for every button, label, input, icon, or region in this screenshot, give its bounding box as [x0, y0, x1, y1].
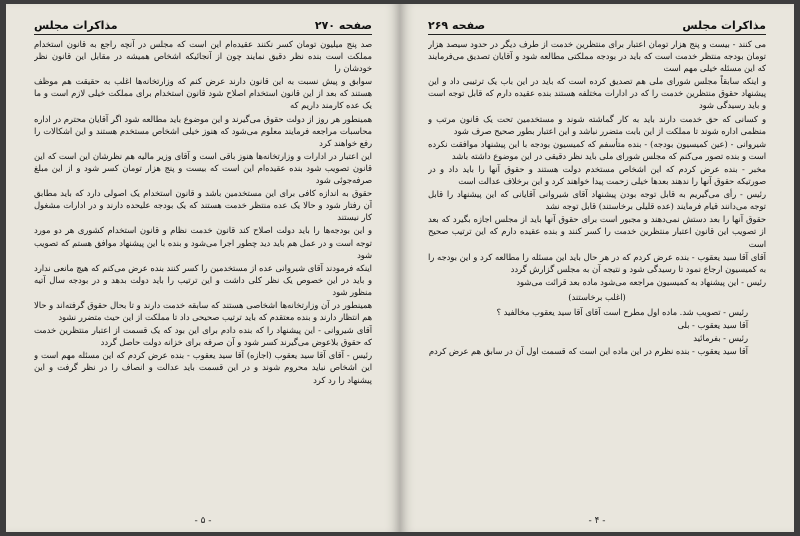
right-paragraph: شیروانی - (عین کمیسیون بودجه) - بنده متأسفم که کمیسیون بودجه با این پیشنهاد موافقت نکرده است و بنده تصور می‌کنم که مجلس شورای ملی باید نظر دقیقی در این موضوع داشته باشد	[428, 138, 766, 161]
left-paragraph: همینطور هر روز از دولت حقوق می‌گیرند و این موضوع باید مطالعه شود اگر آقایان محترم در اداره محاسبات مراجعه فرمایند معلوم می‌شود که هنوز خیلی اشخاص مستخدم هستند و این اشکالات را رفع خواهند کرد	[34, 113, 372, 148]
right-paragraph: حقوق آنها را بعد دستش نمی‌دهند و مجبور است برای حقوق آنها باید از مجلس اجازه بگیرد که بعد از تصویب این قانون اعتبار منتظرین خدمت را کسر کنند و بنده عقیده دارم که این ترتیب صحیح است	[428, 214, 766, 249]
left-paragraph: اینکه فرمودند آقای شیروانی عده از مستخدمین را کسر کنند بنده عرض می‌کنم که هیچ مانعی ندارد و باید در این خصوص یک نظر کلی داشت و این ترتیب را باید دولت بدهد و در بودجه سال آتیه منظور شود	[34, 262, 372, 297]
book-spread	[6, 4, 794, 532]
speaker-line: آقا سید یعقوب - بلی	[677, 320, 748, 331]
left-page-header	[34, 14, 372, 35]
right-paragraph: رئیس - رأی می‌گیریم به قابل توجه بودن پیشنهاد آقای شیروانی آقایانی که این پیشنهاد را قابل توجه می‌دانند قیام فرمایند (عده قلیلی برخاستند) قابل توجه نشد	[428, 189, 766, 212]
left-folio: - ۵ -	[194, 516, 212, 526]
left-paragraph: و این بودجه‌ها را باید دولت اصلاح کند قانون خدمت نظام و قانون استخدام کشوری هر دو مورد توجه است و در عمل هم باید دید چطور اجرا می‌شود و بنده با این پیشنهاد موافق هستم که تصویب شود	[34, 225, 372, 260]
left-paragraph: آقای شیروانی - این پیشنهاد را که بنده دادم برای این بود که یک قسمت از اعتبار منتظرین خدمت که حقوق بلاعوض می‌گیرند کسر شود و آن صرفه برای خزانه دولت حاصل گردد	[34, 325, 372, 348]
left-page	[6, 4, 400, 532]
speaker-line: رئیس - بفرمائید	[693, 333, 748, 344]
right-paragraph: و اینکه سابقاً مجلس شورای ملی هم تصدیق کرده است که باید در این باب یک ترتیبی داد و این پیشنهاد حقوق منتظرین خدمت را که در ادارات مختلفه هستند بنده عقیده دارم که قابل توجه است و باید رسیدگی شود	[428, 76, 766, 111]
left-paragraph: همینطور در آن وزارتخانه‌ها اشخاصی هستند که سابقه خدمت دارند و تا بحال حقوق گرفته‌اند و حالا هم انتظار دارند و بنده معتقدم که باید ترتیب صحیحی داد تا مملکت از این حیث متضرر نشود	[34, 299, 372, 323]
left-paragraph: صد پنج میلیون تومان کسر نکنند عقیده‌ام این است که مجلس در آنچه راجع به قانون استخدام مملکت است بنده نظر دقیق نمایند چون از آنجائیکه اشخاص همیشه در مقابل این قانون نظر خودشان را	[34, 39, 372, 74]
left-paragraph: حقوق به اندازه کافی برای این مستخدمین باشد و قانون استخدام یک اصولی دارد که باید مطابق آن رفتار شود و حالا یک عده منتظر خدمت هستند که یک بودجه علیحده دارند و در ادارات مشغول کار نیستند	[34, 188, 372, 223]
right-paragraph: آقای آقا سید یعقوب - بنده عرض کردم که در هر حال باید این مسئله را مطالعه کرد و این بودجه را به کمیسیون ارجاع نمود تا رسیدگی شود و نتیجه آن به مجلس گزارش گردد	[428, 251, 766, 274]
speaker-line: آقا سید یعقوب - بنده نظرم در این ماده این است که قسمت اول آن در سابق هم عرض کردم	[428, 346, 748, 357]
right-page-number: صفحه ۲۶۹	[428, 19, 486, 32]
right-folio: - ۴ -	[588, 516, 606, 526]
right-page-body	[428, 38, 766, 512]
left-page-number: صفحه ۲۷۰	[314, 19, 372, 32]
right-running-title: مذاکرات مجلس	[682, 19, 766, 32]
right-paragraph: و کسانی که حق خدمت دارند باید به کار گماشته شوند و مستخدمین تحت یک قانون مرتب و منظمی اداره شوند تا مملکت از این بابت متضرر نباشد و این اعتبار بطور صحیح صرف شود	[428, 113, 766, 136]
stage-direction: (اغلب برخاستند)	[568, 291, 626, 302]
right-page	[400, 4, 794, 532]
right-page-header	[428, 14, 766, 35]
left-page-body	[34, 38, 372, 512]
right-paragraph: مخبر - بنده عرض کردم که این اشخاص مستخدم دولت هستند و حقوق آنها را باید داد و در صورتیکه حقوق آنها را ندهند بعدها خیلی زحمت پیدا خواهند کرد و این برخلاف عدالت است	[428, 163, 766, 187]
left-paragraph: سوابق و پیش نسبت به این قانون دارند عرض کنم که وزارتخانه‌ها اغلب به حقیقت هم موظف هستند که بعد از این قانون استخدام اصلاح شود قانون استخدام برای مملکت خیلی لازم است و ما یک عده کارمند داریم که	[34, 76, 372, 111]
left-running-title: مذاکرات مجلس	[34, 19, 118, 32]
left-paragraph: این اعتبار در ادارات و وزارتخانه‌ها هنوز باقی است و آقای وزیر مالیه هم نظرشان این است که این قانون تصویب شود بنده عقیده‌ام این است که بیست و پنج هزار تومان کسر شود و از این مبلغ صرفه‌جوئی شود	[34, 150, 372, 186]
right-paragraph: می کنند - بیست و پنج هزار تومان اعتبار برای منتظرین خدمت از طرف دیگر در حدود سیصد هزار تومان بودجه منتظر خدمت است که باید در بودجه مملکتی مطالعه شود و آقایان تصدیق می‌فرمایند که این مسئله خیلی مهم است	[428, 39, 766, 74]
left-paragraph: رئیس - آقای آقا سید یعقوب (اجازه) آقا سید یعقوب - بنده عرض کردم که این مسئله مهم است و این اشخاص نباید محروم شوند و در این قسمت باید عدالت و انصاف را در نظر گرفت و این پیشنهاد را رد کرد	[34, 350, 372, 385]
right-paragraph: رئیس - این پیشنهاد به کمیسیون مراجعه می‌شود ماده بعد قرائت می‌شود	[516, 276, 766, 287]
speaker-line: رئیس - تصویب شد. ماده اول مطرح است آقای آقا سید یعقوب مخالفید ؟	[496, 306, 748, 317]
